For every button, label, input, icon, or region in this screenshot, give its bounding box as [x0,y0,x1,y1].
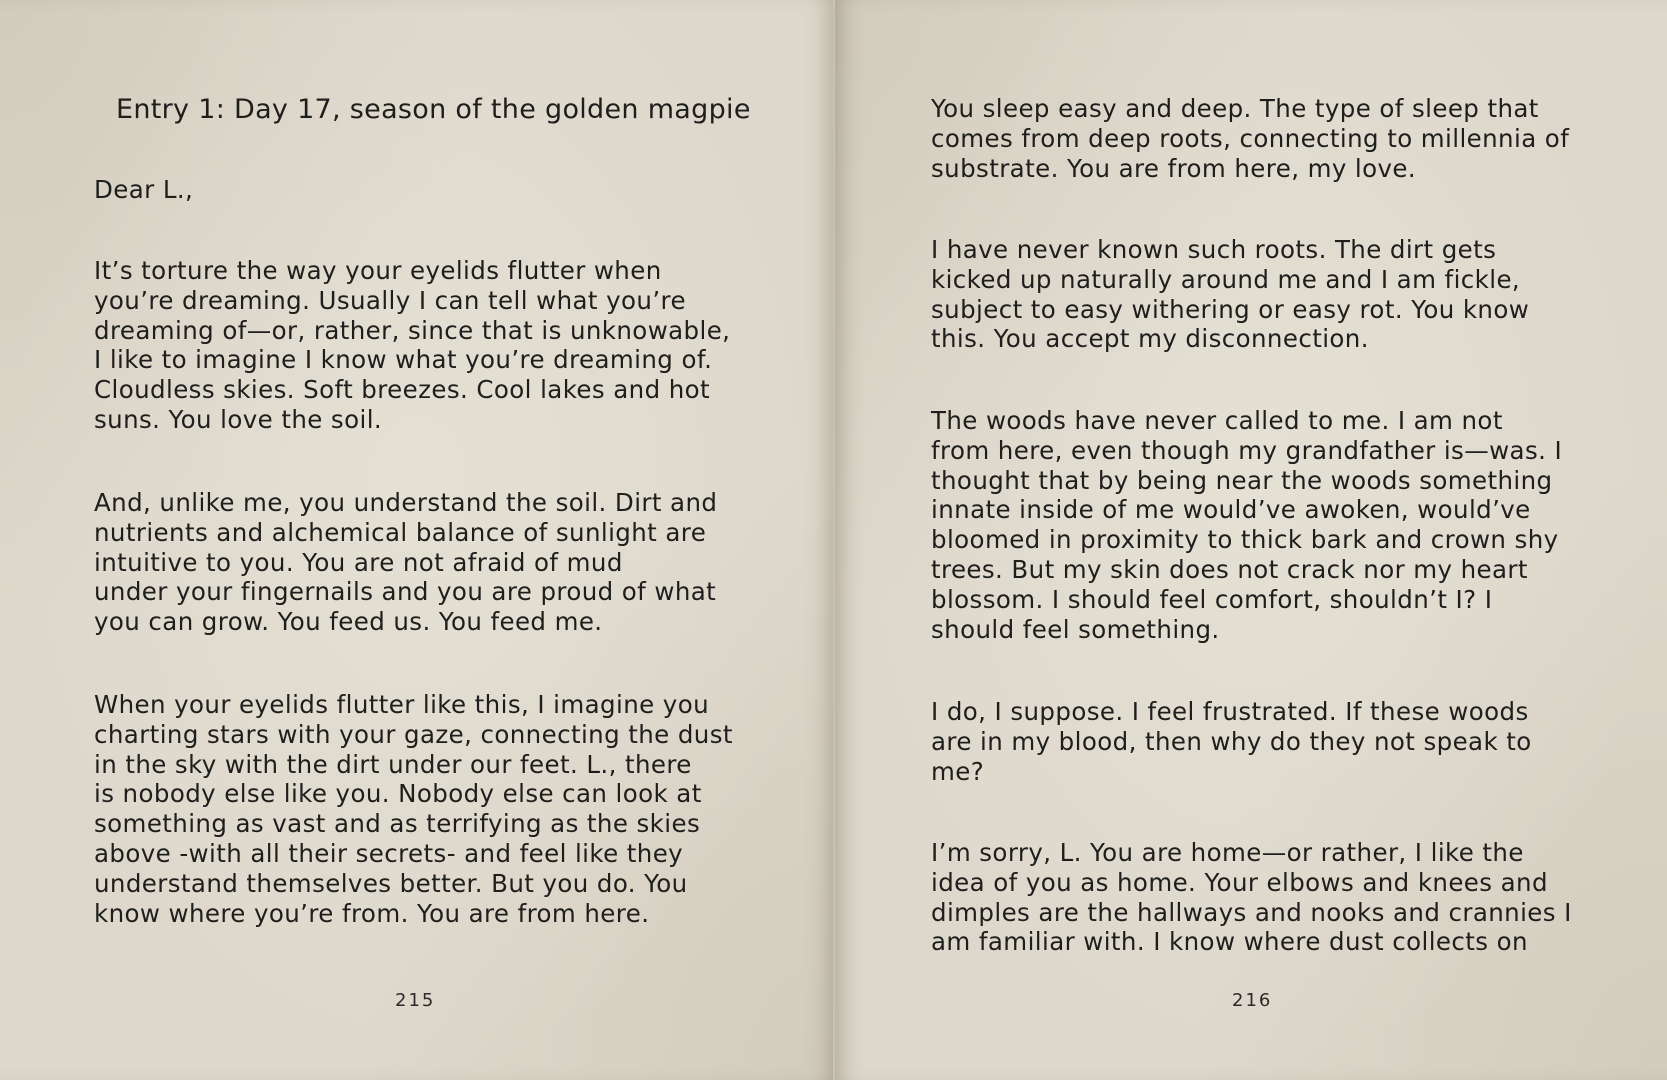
salutation: Dear L., [94,175,194,204]
text-line: Cloudless skies. Soft breezes. Cool lakes and hot [94,375,711,405]
text-line: The woods have never called to me. I am not [931,406,1503,435]
text-line: dreaming of—or, rather, since that is unknowable, [94,315,731,345]
text-line: you’re dreaming. Usually I can tell what you’re [94,285,686,315]
text-line: I’m sorry, L. You are home—or rather, I like the [931,838,1524,867]
text-line: trees. But my skin does not crack nor my heart [931,554,1528,584]
text-line: suns. You love the soil. [94,404,383,434]
text-line: kicked up naturally around me and I am fickle, [931,264,1521,294]
text-line: I do, I suppose. I feel frustrated. If these woods [931,697,1529,726]
text-line: When your eyelids flutter like this, I imagine you [94,690,710,719]
left-paragraph-3 [94,690,734,928]
text-line: intuitive to you. You are not afraid of mud [94,547,623,577]
text-line: subject to easy withering or easy rot. You know [931,294,1530,324]
text-line: idea of you as home. Your elbows and knees and [931,867,1548,897]
text-line: blossom. I should feel comfort, shouldn’t I? I [931,584,1493,614]
text-line: You sleep easy and deep. The type of sleep that [931,94,1539,123]
text-line: from here, even though my grandfather is—was. I [931,435,1563,465]
text-line: above -with all their secrets- and feel like they [94,838,684,868]
text-line: I have never known such roots. The dirt gets [931,235,1497,264]
right-paragraph-4 [931,697,1571,786]
right-paragraph-1 [931,94,1571,183]
text-line: in the sky with the dirt under our feet. L., there [94,749,692,779]
right-paragraph-2 [931,235,1571,354]
left-paragraph-1 [94,256,734,435]
text-line: are in my blood, then why do they not speak to [931,726,1532,756]
text-line: you can grow. You feed us. You feed me. [94,607,603,637]
text-line: nutrients and alchemical balance of sunlight are [94,517,707,547]
right-page [835,0,1667,1080]
text-line: bloomed in proximity to thick bark and crown shy [931,525,1559,555]
left-paragraph-2 [94,488,734,637]
right-paragraph-3 [931,406,1571,644]
text-line: this. You accept my disconnection. [931,324,1369,354]
text-line: me? [931,756,985,786]
text-line: And, unlike me, you understand the soil. Dirt and [94,488,718,517]
text-line: dimples are the hallways and nooks and crannies I [931,897,1572,927]
text-line: I like to imagine I know what you’re dreaming of. [94,345,713,375]
right-paragraph-5 [931,838,1571,957]
text-line: thought that by being near the woods something [931,465,1553,495]
text-line: understand themselves better. But you do. You [94,868,688,898]
text-line: am familiar with. I know where dust collects on [931,927,1528,957]
text-line: comes from deep roots, connecting to millennia of [931,123,1570,153]
text-line: innate inside of me would’ve awoken, would’ve [931,495,1531,525]
text-line: It’s torture the way your eyelids flutter when [94,256,662,285]
page-number: 216 [1232,990,1273,1011]
text-line: substrate. You are from here, my love. [931,153,1417,183]
text-line: should feel something. [931,614,1220,644]
text-line: charting stars with your gaze, connecting the dust [94,719,733,749]
page-number: 215 [395,990,436,1011]
text-line: something as vast and as terrifying as the skies [94,809,701,839]
entry-title: Entry 1: Day 17, season of the golden magpie [116,94,751,125]
text-line: know where you’re from. You are from here. [94,898,650,928]
text-line: is nobody else like you. Nobody else can look at [94,779,702,809]
text-line: under your fingernails and you are proud of what [94,577,717,607]
